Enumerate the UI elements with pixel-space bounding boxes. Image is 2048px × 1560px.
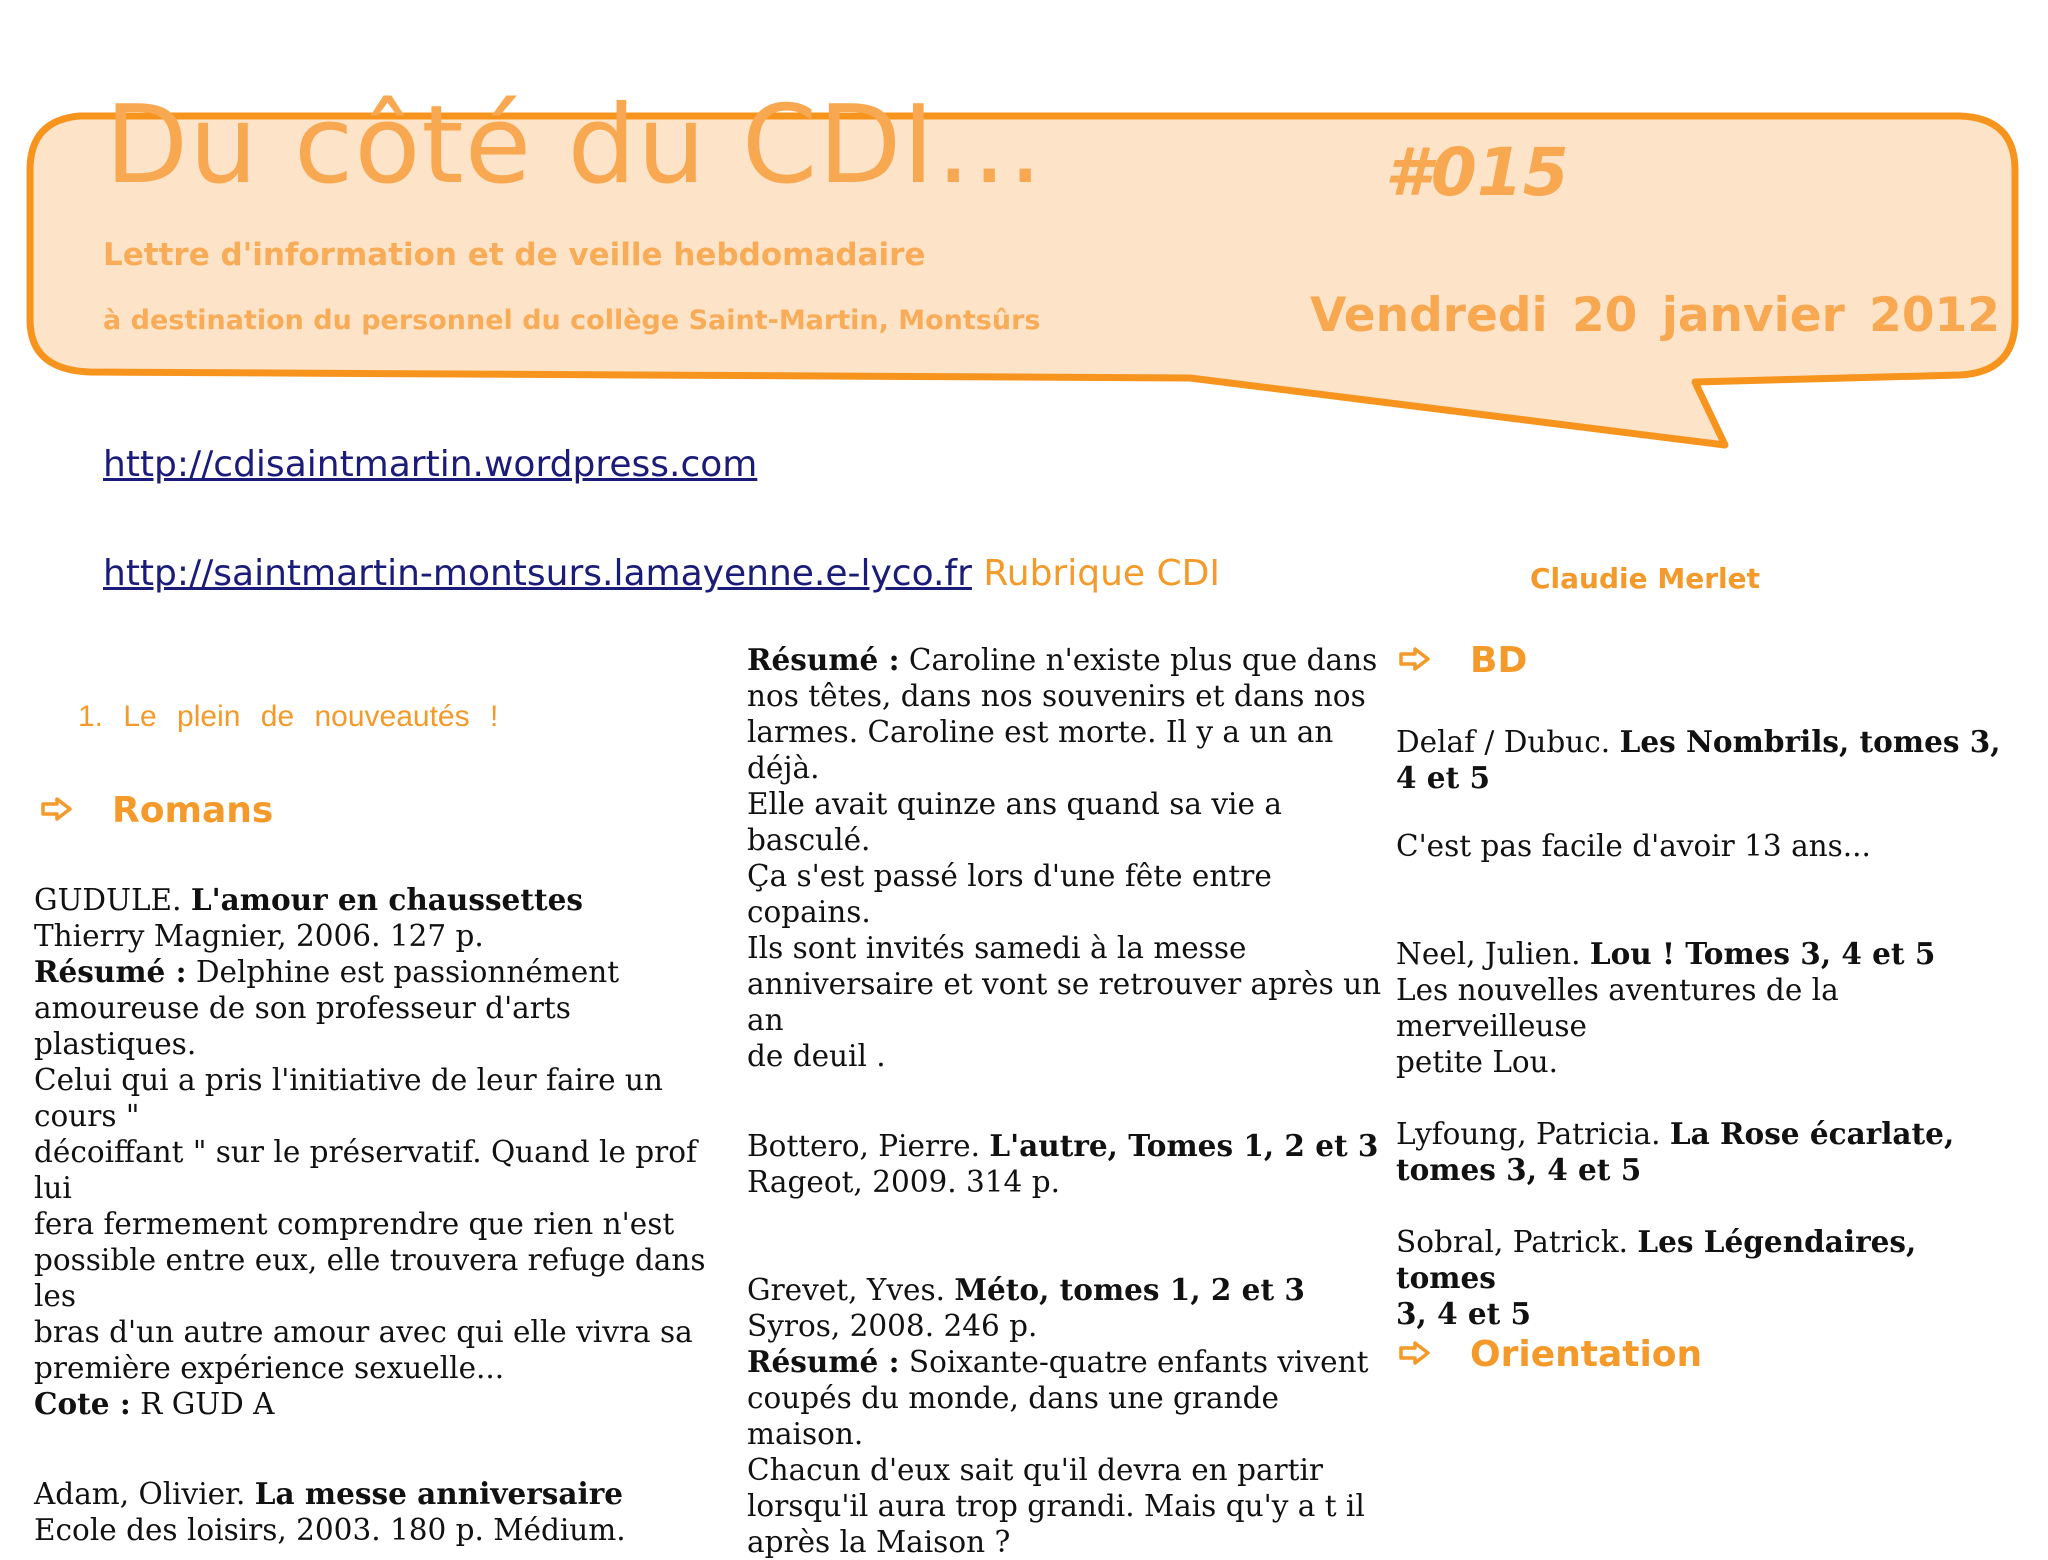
bd-entry-nombrils: Delaf / Dubuc. Les Nombrils, tomes 3,: [1396, 724, 2001, 759]
book-publication: Ecole des loisirs, 2003. 180 p. Médium.: [34, 1513, 626, 1547]
arrow-right-icon: [1398, 640, 1470, 681]
section-heading: 1. Le plein de nouveautés !: [78, 700, 499, 733]
book-entry-autre: Bottero, Pierre. L'autre, Tomes 1, 2 et 3: [747, 1128, 1379, 1163]
issue-number: #015: [1385, 134, 1569, 211]
bd-description: Les nouvelles aventures de la merveilleuse: [1396, 973, 1839, 1043]
blog-link[interactable]: http://cdisaintmartin.wordpress.com: [103, 444, 758, 485]
book-resume: Résumé : Caroline n'existe plus que dans: [747, 642, 1378, 677]
bd-entry-lou: Neel, Julien. Lou ! Tomes 3, 4 et 5: [1396, 936, 1936, 971]
book-publication: Thierry Magnier, 2006. 127 p.: [34, 919, 484, 953]
eng-link[interactable]: http://saintmartin-montsurs.lamayenne.e-lyco.fr: [103, 553, 972, 594]
section-bd: [1398, 640, 1527, 681]
book-resume: Résumé : Delphine est passionnément: [34, 954, 620, 989]
column-3: Delaf / Dubuc. Les Nombrils, tomes 3, 4 et 5 C'est pas facile d'avoir 13 ans... Neel, Julien. Lou ! Tomes 3, 4 et 5 Les nouvelles aventures de la merveilleuse petite Lou. Lyfoung, Patricia. La Rose écarlate, tomes 3, 4 et 5 Sobral, Patrick. Les Légendaires, tomes 3, 4 et 5: [1396, 724, 2016, 1332]
column-1: GUDULE. L'amour en chaussettes Thierry Magnier, 2006. 127 p. Résumé : Delphine est passionnément amoureuse de son professeur d'arts plastiques. Celui qui a pris l'initiative de leur faire un cours " décoiffant " sur le préservatif. Quand le prof lui fera fermement comprendre que rien n'est possible entre eux, elle trouvera refuge dans les bras d'un autre amour avec qui elle vivra sa première expérience sexuelle... Cote : R GUD A Adam, Olivier. La messe anniversaire Ecole des loisirs, 2003. 180 p. Médium.: [34, 882, 734, 1548]
bd-description: C'est pas facile d'avoir 13 ans...: [1396, 829, 1871, 863]
book-resume: Résumé : Soixante-quatre enfants vivent: [747, 1344, 1369, 1379]
book-entry-meto: Grevet, Yves. Méto, tomes 1, 2 et 3: [747, 1272, 1305, 1307]
arrow-right-icon: [40, 790, 112, 831]
book-cote: Cote : R GUD A: [34, 1386, 275, 1421]
newsletter-subtitle: Lettre d'information et de veille hebdomadaire: [103, 237, 926, 273]
section-orientation: [1398, 1334, 1702, 1375]
bd-entry-legendaires: Sobral, Patrick. Les Légendaires, tomes: [1396, 1224, 1917, 1295]
book-entry-amour: GUDULE. L'amour en chaussettes: [34, 882, 583, 917]
arrow-right-icon: [1398, 1334, 1470, 1375]
newsletter-title: Du côté du CDI…: [105, 83, 1045, 208]
section-romans: [40, 790, 273, 831]
book-publication: Syros, 2008. 246 p.: [747, 1309, 1038, 1343]
bd-entry-rose: Lyfoung, Patricia. La Rose écarlate,: [1396, 1116, 1955, 1151]
newsletter-audience: à destination du personnel du collège Saint-Martin, Montsûrs: [103, 305, 1041, 336]
book-publication: Rageot, 2009. 314 p.: [747, 1165, 1060, 1199]
speech-bubble: [0, 0, 2048, 470]
column-2: Résumé : Caroline n'existe plus que dans nos têtes, dans nos souvenirs et dans nos larmes. Caroline est morte. Il y a un an déjà. Elle avait quinze ans quand sa vie a basculé. Ça s'est passé lors d'une fête entre copains. Ils sont invités samedi à la messe anniversaire et vont se retrouver après un an de deuil . Bottero, Pierre. L'autre, Tomes 1, 2 et 3 Rageot, 2009. 314 p. Grevet, Yves. Méto, tomes 1, 2 et 3 Syros, 2008. 246 p. Résumé : Soixante-quatre enfants vivent coupés du monde, dans une grande maison. Chacun d'eux sait qu'il devra en partir lorsqu'il aura trop grandi. Mais qu'y a t il après la Maison ?: [747, 642, 1387, 1560]
eng-link-row: [103, 553, 1220, 594]
section-romans-label: Romans: [112, 790, 274, 831]
author-name: Claudie Merlet: [1530, 562, 1760, 595]
section-bd-label: BD: [1470, 640, 1528, 681]
issue-date: Vendredi 20 janvier 2012: [1310, 288, 2000, 343]
rubrique-label: Rubrique CDI: [983, 553, 1220, 594]
book-entry-messe: Adam, Olivier. La messe anniversaire: [34, 1476, 624, 1511]
section-orientation-label: Orientation: [1470, 1334, 1703, 1375]
